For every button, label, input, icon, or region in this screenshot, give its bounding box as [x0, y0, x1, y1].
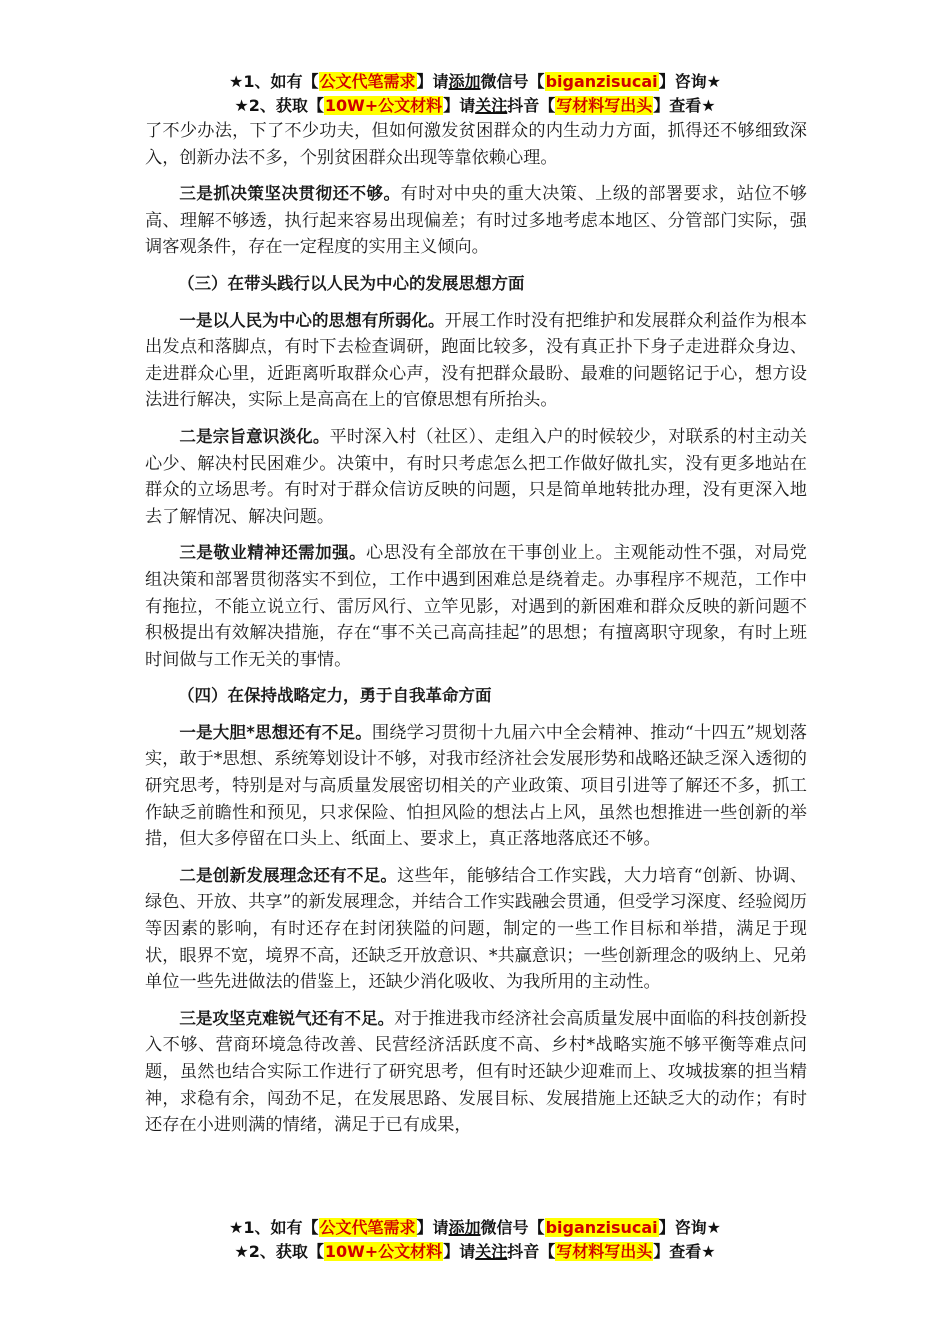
paragraph: 一是大胆*思想还有不足。围绕学习贯彻十九届六中全会精神、推动“十四五”规划落实，敢于*思想、系统筹划设计不够，对我市经济社会发展形势和战略还缺乏深入透彻的研究思考，特别是对与高质量发展密切相关的产业政策、项目引进等了解还不多，抓工作缺乏前瞻性和预见，只求保险、怕担风险的想法占上风，虽然也想推进一些创新的举措，但大多停留在口头上、纸面上、要求上，真正落地落底还不够。 [145, 722, 807, 850]
paragraph-lead: 二是宗旨意识淡化。 [179, 426, 330, 446]
wechat-id: biganzisucai [545, 1218, 658, 1237]
paragraph-lead: 二是创新发展理念还有不足。 [179, 865, 398, 885]
paragraph: 二是宗旨意识淡化。平时深入村（社区）、走组入户的时候较少，对联系的村主动关心少、解决村民困难少。决策中，有时只考虑怎么把工作做好做扎实，没有更多地站在群众的立场思考。有时对于群众信访反映的问题，只是简单地转批办理，没有更深入地去了解情况、解决问题。 [145, 426, 808, 527]
section-heading-4: （四）在保持战略定力，勇于自我革命方面 [178, 686, 492, 706]
douyin-account: 写材料写出头 [556, 1242, 653, 1261]
materials-highlight: 10W+公文材料 [324, 1242, 443, 1261]
service-highlight: 公文代笔需求 [319, 72, 416, 91]
document-body [145, 118, 807, 1149]
promo-line-1: ★1、如有【公文代笔需求】请添加微信号【biganzisucai】咨询★ [229, 1218, 721, 1237]
douyin-account: 写材料写出头 [556, 96, 653, 115]
promo-line-2: ★2、获取【10W+公文材料】请关注抖音【写材料写出头】查看★ [234, 1242, 716, 1261]
paragraph-lead: 一是以人民为中心的思想有所弱化。 [179, 310, 445, 330]
promo-line-1: ★1、如有【公文代笔需求】请添加微信号【biganzisucai】咨询★ [229, 72, 721, 91]
service-highlight: 公文代笔需求 [319, 1218, 416, 1237]
paragraph: 三是敬业精神还需加强。心思没有全部放在干事创业上。主观能动性不强，对局党组决策和部署贯彻落实不到位，工作中遇到困难总是绕着走。办事程序不规范，工作中有拖拉，不能立说立行、雷厉风行、立竿见影，对遇到的新困难和群众反映的新问题不积极提出有效解决措施，存在“事不关己高高挂起”的思想；有擅离职守现象，有时上班时间做与工作无关的事情。 [145, 543, 807, 670]
paragraph: 二是创新发展理念还有不足。这些年，能够结合工作实践，大力培育“创新、协调、绿色、开放、共享”的新发展理念，并结合工作实践融会贯通，但受学习深度、经验阅历等因素的影响，有时还存在封闭狭隘的问题，制定的一些工作目标和举措，满足于现状，眼界不宽，境界不高，还缺乏开放意识、*共赢意识；一些创新理念的吸纳上、兄弟单位一些先进做法的借鉴上，还缺少消化吸收、为我所用的主动性。 [145, 865, 807, 993]
paragraph: 三是抓决策坚决贯彻还不够。有时对中央的重大决策、上级的部署要求，站位不够高、理解不够透，执行起来容易出现偏差；有时过多地考虑本地区、分管部门实际，强调客观条件，存在一定程度的实用主义倾向。 [145, 184, 807, 258]
header-promo-banner [0, 70, 950, 118]
wechat-id: biganzisucai [545, 72, 658, 91]
paragraph: 三是攻坚克难锐气还有不足。对于推进我市经济社会高质量发展中面临的科技创新投入不够、营商环境急待改善、民营经济活跃度不高、乡村*战略实施不够平衡等难点问题，虽然也结合实际工作进行了研究思考，但有时还缺少迎难而上、攻城拔寨的担当精神，求稳有余，闯劲不足，在发展思路、发展目标、发展措施上还缺乏大的动作；有时还存在小进则满的情绪，满足于已有成果， [145, 1008, 807, 1136]
paragraph-continuation: 了不少办法，下了不少功夫，但如何激发贫困群众的内生动力方面，抓得还不够细致深入，创新办法不多，个别贫困群众出现等靠依赖心理。 [145, 121, 807, 168]
materials-highlight: 10W+公文材料 [324, 96, 443, 115]
paragraph-lead: 三是敬业精神还需加强。 [179, 543, 367, 563]
paragraph-lead: 一是大胆*思想还有不足。 [179, 722, 372, 742]
paragraph-lead: 三是攻坚克难锐气还有不足。 [179, 1008, 395, 1028]
section-heading-3: （三）在带头践行以人民为中心的发展思想方面 [178, 273, 525, 293]
promo-line-2: ★2、获取【10W+公文材料】请关注抖音【写材料写出头】查看★ [234, 96, 716, 115]
footer-promo-banner [0, 1216, 950, 1264]
paragraph: 一是以人民为中心的思想有所弱化。开展工作时没有把维护和发展群众利益作为根本出发点和落脚点，有时下去检查调研，跑面比较多，没有真正扑下身子走进群众身边、走进群众心里，近距离听取群众心声，没有把群众最盼、最难的问题铭记于心，想方设法进行解决，实际上是高高在上的官僚思想有所抬头。 [145, 310, 807, 411]
paragraph-lead: 三是抓决策坚决贯彻还不够。 [179, 184, 401, 204]
